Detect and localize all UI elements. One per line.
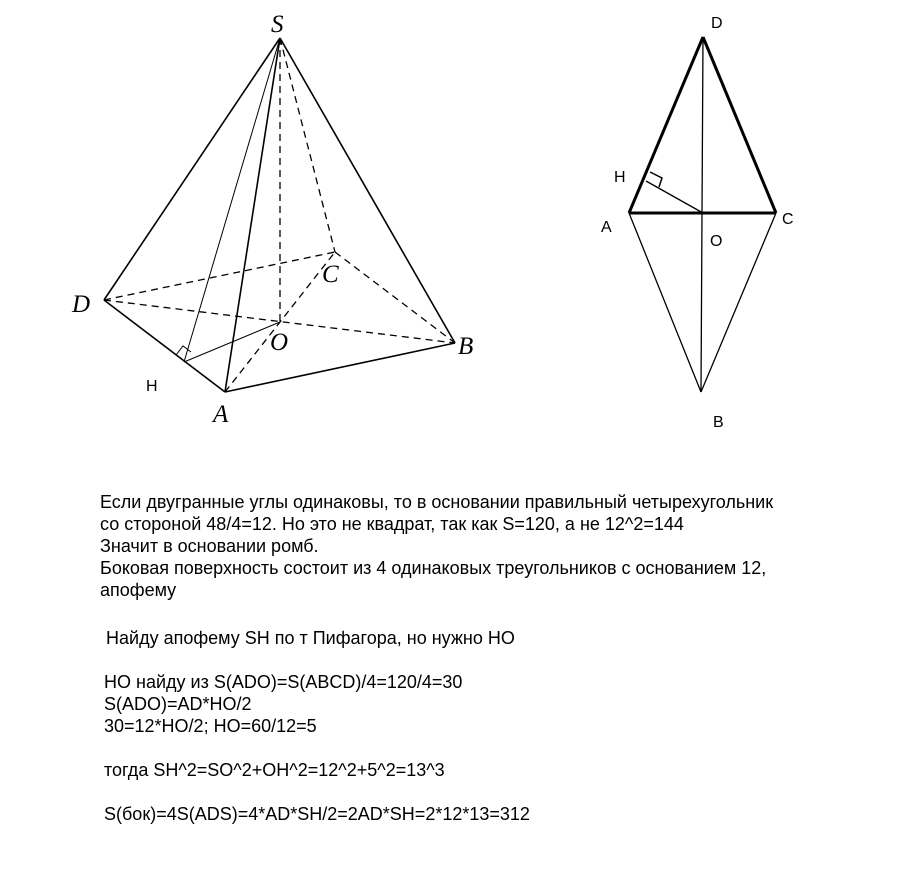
solution-line-4: Боковая поверхность состоит из 4 одинаковых треугольников с основанием 12, bbox=[100, 558, 767, 578]
label-D: D bbox=[72, 291, 91, 318]
edge-SC-hidden bbox=[280, 38, 335, 252]
edge-CB-hidden bbox=[335, 252, 455, 343]
solution-line-9: 30=12*HO/2; HO=60/12=5 bbox=[104, 716, 317, 736]
label-A: A bbox=[213, 401, 229, 428]
label-B: B bbox=[458, 333, 474, 360]
solution-line-6: Найду апофему SH по т Пифагора, но нужно НО bbox=[106, 628, 515, 648]
edge-DC-hidden bbox=[104, 252, 335, 300]
solution-line-2: со стороной 48/4=12. Но это не квадрат, так как S=120, а не 12^2=144 bbox=[100, 514, 684, 534]
rhombus-edge-DC bbox=[703, 37, 776, 213]
rhombus-label-O: O bbox=[710, 233, 723, 250]
edge-DA bbox=[104, 300, 225, 392]
solution-line-1: Если двугранные углы одинаковы, то в основании правильный четырехугольник bbox=[100, 492, 774, 512]
solution-line-3: Значит в основании ромб. bbox=[100, 536, 319, 556]
apothem-SH bbox=[184, 38, 280, 362]
label-S: S bbox=[271, 11, 284, 38]
rhombus-edge-AB bbox=[629, 213, 701, 392]
solution-line-11: S(бок)=4S(ADS)=4*AD*SH/2=2AD*SH=2*12*13=312 bbox=[104, 804, 530, 824]
edge-AB bbox=[225, 343, 455, 392]
edge-SB bbox=[280, 38, 455, 343]
edge-SD bbox=[104, 38, 280, 300]
solution-line-10: тогда SH^2=SO^2+OH^2=12^2+5^2=13^3 bbox=[104, 760, 445, 780]
pyramid-drawing bbox=[71, 11, 473, 428]
solution-line-5: апофему bbox=[100, 580, 177, 600]
rhombus-edge-DA bbox=[629, 37, 703, 213]
line-H-O bbox=[184, 322, 280, 362]
label-C: C bbox=[322, 261, 339, 288]
rhombus-label-C: C bbox=[782, 211, 794, 228]
rhombus-label-B: B bbox=[713, 414, 724, 431]
rhombus-label-D: D bbox=[711, 15, 723, 32]
label-O: O bbox=[270, 329, 289, 356]
rhombus-segment-OH bbox=[646, 181, 703, 213]
solution-line-7: НО найду из S(ADO)=S(ABCD)/4=120/4=30 bbox=[104, 672, 463, 692]
rhombus-label-A: A bbox=[601, 219, 612, 236]
label-H: H bbox=[146, 378, 158, 395]
rhombus-label-H: H bbox=[614, 169, 626, 186]
rhombus-drawing bbox=[601, 15, 794, 431]
solution-line-8: S(ADO)=AD*HO/2 bbox=[104, 694, 252, 714]
